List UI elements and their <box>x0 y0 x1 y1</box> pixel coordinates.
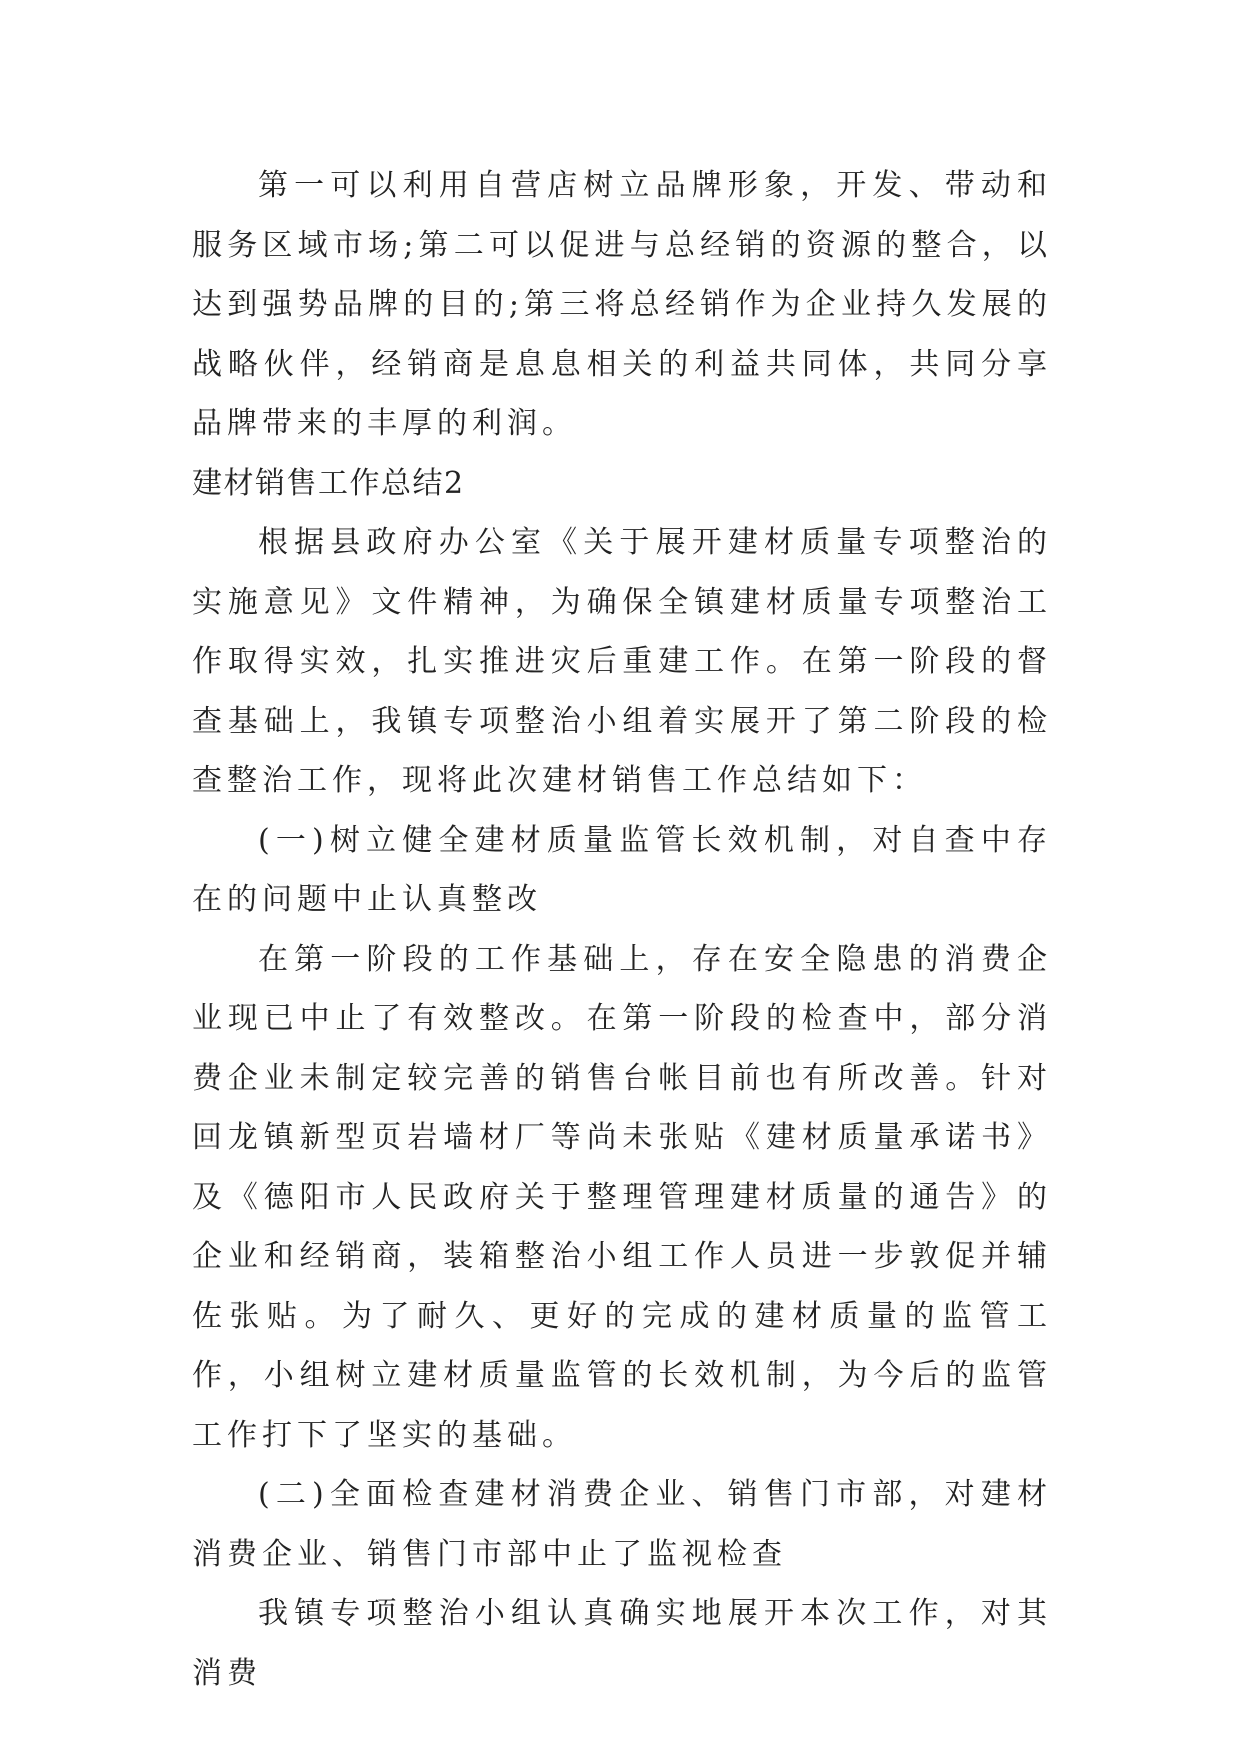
subheading-item-1: (一)树立健全建材质量监管长效机制，对自查中存在的问题中止认真整改 <box>192 822 1052 917</box>
subheading-item-2: (二)全面检查建材消费企业、销售门市部，对建材消费企业、销售门市部中止了监视检查 <box>192 1477 1052 1572</box>
document-body <box>192 156 1052 1703</box>
paragraph-intro: 根据县政府办公室《关于展开建材质量专项整治的实施意见》文件精神，为确保全镇建材质量专项整治工作取得实效，扎实推进灾后重建工作。在第一阶段的督查基础上，我镇专项整治小组着实展开了第二阶段的检查整治工作，现将此次建材销售工作总结如下： <box>192 525 1052 798</box>
paragraph-brand-strategy: 第一可以利用自营店树立品牌形象，开发、带动和服务区域市场;第二可以促进与总经销的资源的整合，以达到强势品牌的目的;第三将总经销作为企业持久发展的战略伙伴，经销商是息息相关的利益共同体，共同分享品牌带来的丰厚的利润。 <box>192 168 1052 441</box>
paragraph-rectification: 在第一阶段的工作基础上，存在安全隐患的消费企业现已中止了有效整改。在第一阶段的检查中，部分消费企业未制定较完善的销售台帐目前也有所改善。针对回龙镇新型页岩墙材厂等尚未张贴《建材质量承诺书》及《德阳市人民政府关于整理管理建材质量的通告》的企业和经销商，装箱整治小组工作人员进一步敦促并辅佐张贴。为了耐久、更好的完成的建材质量的监管工作，小组树立建材质量监管的长效机制，为今后的监管工作打下了坚实的基础。 <box>192 941 1052 1453</box>
paragraph-inspection: 我镇专项整治小组认真确实地展开本次工作，对其消费 <box>192 1596 1052 1691</box>
section-heading: 建材销售工作总结2 <box>192 465 465 501</box>
